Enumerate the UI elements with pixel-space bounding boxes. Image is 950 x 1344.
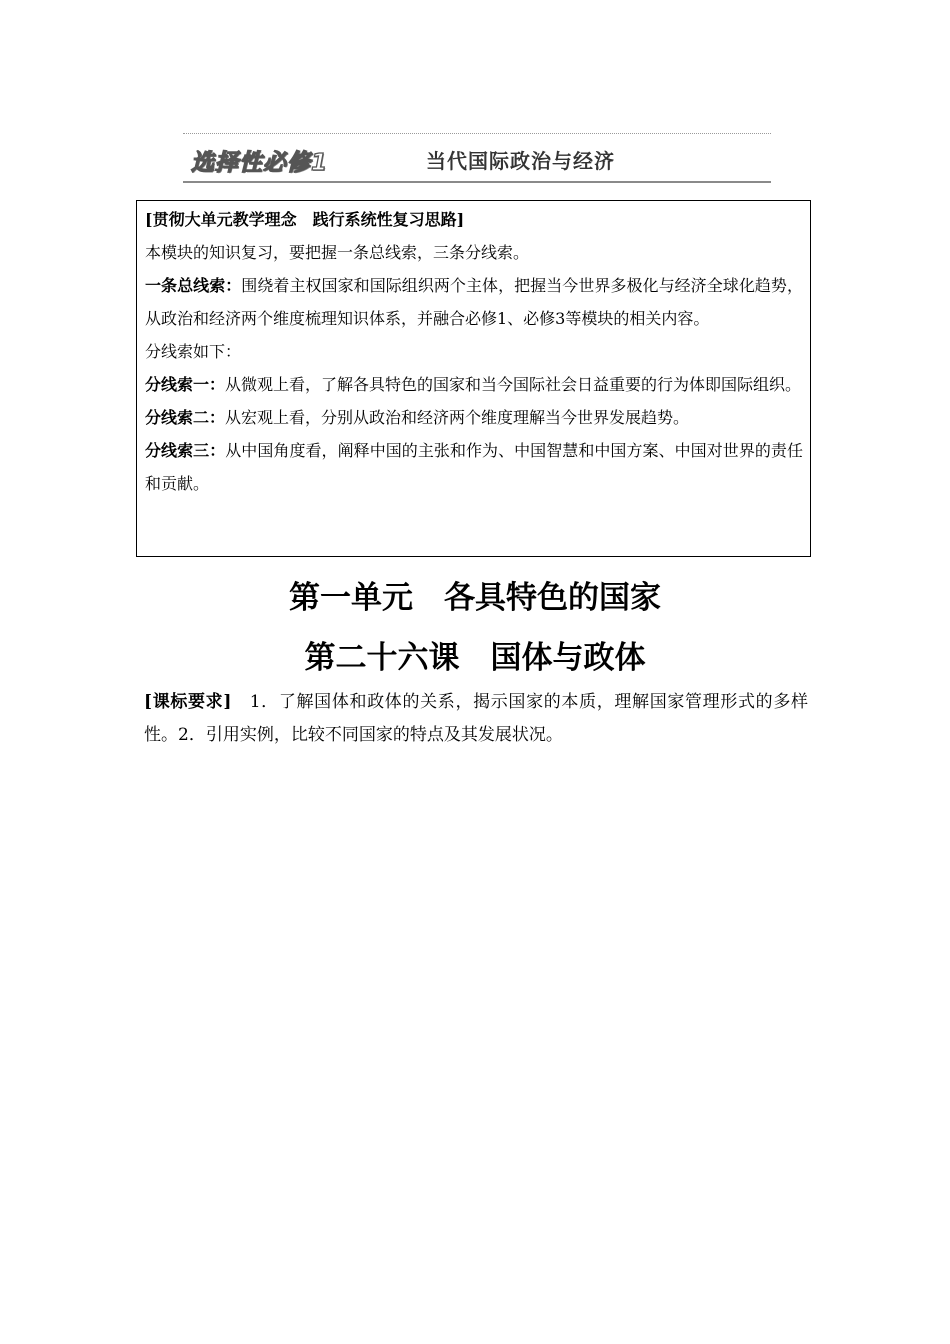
sub-clue-2-label: 分线索二： (145, 408, 226, 427)
book-subject: 当代国际政治与经济 (426, 149, 615, 173)
sub-clue-3-label: 分线索三： (145, 441, 226, 460)
overview-heading: [贯彻大单元教学理念 践行系统性复习思路] (145, 210, 465, 229)
curriculum-requirements (144, 686, 808, 752)
review-overview-box (136, 200, 811, 557)
sub-clue-3-text: 从中国角度看，阐释中国的主张和作为、中国智慧和中国方案、中国对世界的责任和贡献。 (145, 441, 803, 493)
sub-clue-1 (145, 368, 803, 401)
main-clue-label: 一条总线索： (145, 276, 242, 295)
lesson-title: 第二十六课 国体与政体 (304, 640, 646, 676)
sub-clue-2 (145, 401, 803, 434)
module-header (183, 133, 771, 183)
unit-title: 第一单元 各具特色的国家 (289, 580, 661, 616)
module-name: 选择性必修1 (191, 150, 329, 176)
requirements-text: 1．了解国体和政体的关系，揭示国家的本质，理解国家管理形式的多样性。2．引用实例，比较不同国家的特点及其发展状况。 (144, 692, 808, 745)
main-clue (145, 269, 803, 335)
main-clue-text: 围绕着主权国家和国际组织两个主体，把握当今世界多极化与经济全球化趋势，从政治和经济两个维度梳理知识体系，并融合必修1、必修3等模块的相关内容。 (145, 276, 803, 328)
requirements-label: [课标要求] (144, 692, 232, 712)
sub-clue-1-text: 从微观上看，了解各具特色的国家和当今国际社会日益重要的行为体即国际组织。 (225, 375, 802, 394)
sub-clue-1-label: 分线索一： (145, 375, 226, 394)
sub-clue-2-text: 从宏观上看，分别从政治和经济两个维度理解当今世界发展趋势。 (225, 408, 690, 427)
sub-clue-intro: 分线索如下： (145, 342, 242, 361)
header-bottom-rule (183, 181, 771, 183)
sub-clue-3 (145, 434, 803, 500)
header-top-rule (183, 133, 771, 134)
overview-intro: 本模块的知识复习，要把握一条总线索，三条分线索。 (145, 243, 530, 262)
